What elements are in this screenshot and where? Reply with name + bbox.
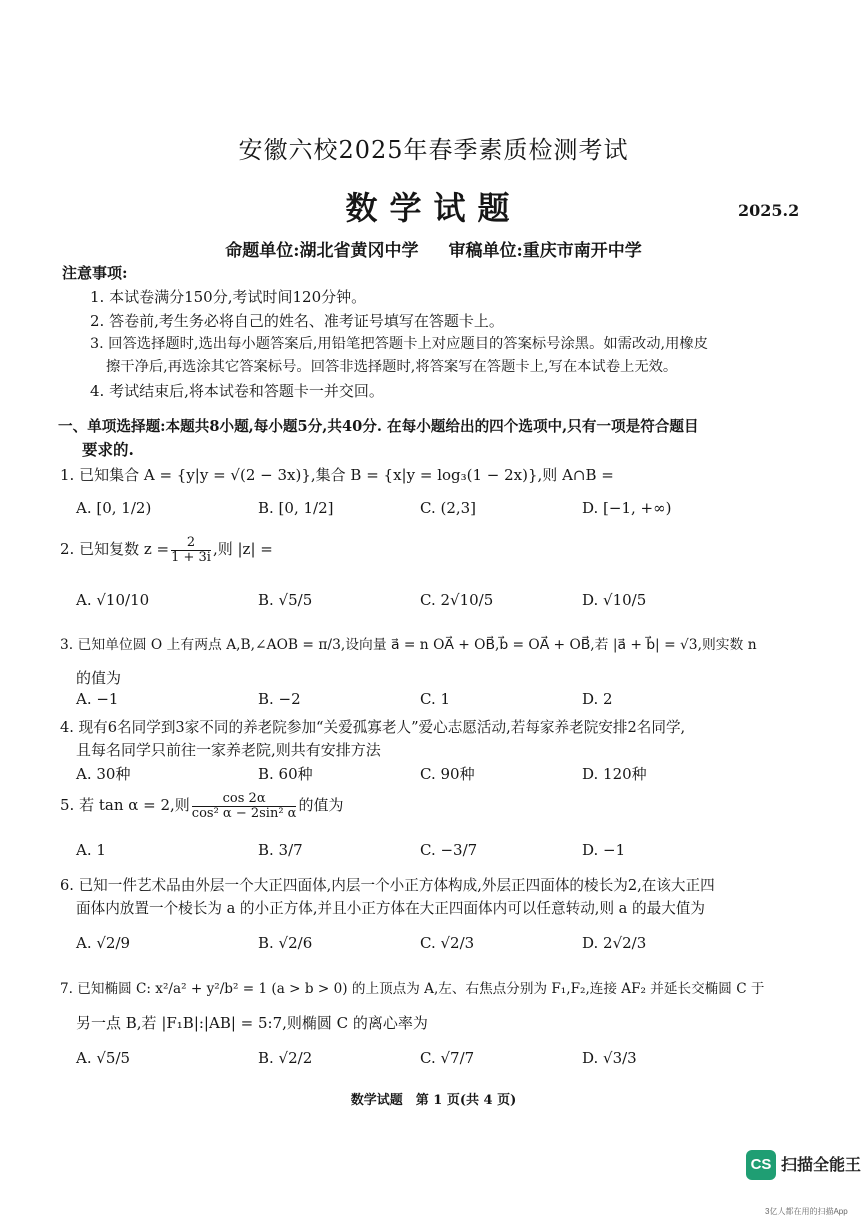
section-heading: 一、单项选择题:本题共8小题,每小题5分,共40分. 在每小题给出的四个选项中,只有一项是符合题目 <box>58 418 699 435</box>
question-1-stem: 1. 已知集合 A = {y|y = √(2 − 3x)},集合 B = {x|y = log₃(1 − 2x)},则 A∩B = <box>60 466 614 484</box>
q1-option-c: C. (2,3] <box>420 499 477 517</box>
q5-fraction: $\frac{\cos 2\alpha}{\text{cos² α − 2sin² α}}$ <box>191 791 297 821</box>
q6-option-b: B. √2/6 <box>258 934 313 952</box>
scanner-tagline: 3亿人都在用的扫描App <box>765 1207 848 1216</box>
q7-option-d: D. √3/3 <box>582 1049 637 1067</box>
q7-option-c: C. √7/7 <box>420 1049 475 1067</box>
q5-option-a: A. 1 <box>76 841 106 859</box>
q7-option-a: A. √5/5 <box>76 1049 131 1067</box>
q2-fraction: $\frac{2}{1 + 3i}$ <box>171 535 211 565</box>
question-7-stem: 7. 已知椭圆 C: x²/a² + y²/b² = 1 (a > b > 0) 的上顶点为 A,左、右焦点分别为 F₁,F₂,连接 AF₂ 并延长交椭圆 C 于 <box>60 981 765 997</box>
page-title: 数学试题 <box>345 189 522 227</box>
q5-option-d: D. −1 <box>582 841 626 859</box>
question-6-stem-cont: 面体内放置一个棱长为 a 的小正方体,并且小正方体在大正四面体内可以任意转动,则 a 的最大值为 <box>76 900 705 917</box>
question-5-stem: 5. 若 tan α = 2,则 $\frac{\cos 2\alpha}{\text{cos² α − 2sin² α}}$ 的值为 <box>60 791 344 821</box>
q3-option-b: B. −2 <box>258 690 301 708</box>
notes-title: 注意事项: <box>62 264 128 282</box>
q1-option-a: A. [0, 1/2) <box>76 499 152 517</box>
q4-option-c: C. 90种 <box>420 765 475 783</box>
q1-option-d: D. [−1, +∞) <box>582 499 672 517</box>
q2-option-b: B. √5/5 <box>258 591 313 609</box>
q3-option-d: D. 2 <box>582 690 613 708</box>
q2-option-c: C. 2√10/5 <box>420 591 494 609</box>
note-item: 擦干净后,再选涂其它答案标号。回答非选择题时,将答案写在答题卡上,写在本试卷上无效。 <box>106 359 678 375</box>
question-6-stem: 6. 已知一件艺术品由外层一个大正四面体,内层一个小正方体构成,外层正四面体的棱长为2,在该大正四 <box>60 877 715 894</box>
q6-option-d: D. 2√2/3 <box>582 934 647 952</box>
exam-header-title: 安徽六校2025年春季素质检测考试 <box>238 136 629 164</box>
question-7-stem-cont: 另一点 B,若 |F₁B|:|AB| = 5:7,则椭圆 C 的离心率为 <box>76 1014 428 1032</box>
q2-option-d: D. √10/5 <box>582 591 647 609</box>
q5-option-c: C. −3/7 <box>420 841 478 859</box>
setter-unit: 命题单位:湖北省黄冈中学 <box>225 241 419 261</box>
question-2-stem: 2. 已知复数 z = $\frac{2}{1 + 3i}$ ,则 |z| = <box>60 535 273 565</box>
reviewer-unit: 审稿单位:重庆市南开中学 <box>448 241 642 261</box>
q1-option-b: B. [0, 1/2] <box>258 499 334 517</box>
section-heading-cont: 要求的. <box>82 440 134 459</box>
q6-option-c: C. √2/3 <box>420 934 475 952</box>
question-3-stem: 3. 已知单位圆 O 上有两点 A,B,∠AOB = π/3,设向量 a⃗ = n OA⃗ + OB⃗,b⃗ = OA⃗ + OB⃗,若 |a⃗ + b⃗| = √3,则实数 n <box>60 637 757 653</box>
note-item: 2. 答卷前,考生务必将自己的姓名、准考证号填写在答题卡上。 <box>90 312 504 330</box>
exam-date: 2025.2 <box>738 201 800 220</box>
note-item: 4. 考试结束后,将本试卷和答题卡一并交回。 <box>90 382 384 400</box>
exam-units <box>0 236 867 261</box>
q4-option-d: D. 120种 <box>582 765 647 783</box>
note-item: 3. 回答选择题时,选出每小题答案后,用铅笔把答题卡上对应题目的答案标号涂黑。如需改动,用橡皮 <box>90 336 708 352</box>
question-4-stem-cont: 且每名同学只前往一家养老院,则共有安排方法 <box>76 741 381 759</box>
q3-option-a: A. −1 <box>76 690 119 708</box>
q6-option-a: A. √2/9 <box>76 934 131 952</box>
q5-option-b: B. 3/7 <box>258 841 303 859</box>
q4-option-b: B. 60种 <box>258 765 313 783</box>
q4-option-a: A. 30种 <box>76 765 131 783</box>
q3-option-c: C. 1 <box>420 690 451 708</box>
q7-option-b: B. √2/2 <box>258 1049 313 1067</box>
question-4-stem: 4. 现有6名同学到3家不同的养老院参加“关爱孤寡老人”爱心志愿活动,若每家养老院安排2名同学, <box>60 719 686 736</box>
scanner-app-name: 扫描全能王 <box>781 1157 862 1174</box>
page-footer: 数学试题 第 1 页(共 4 页) <box>350 1093 517 1108</box>
camscanner-logo-icon: CS <box>746 1150 776 1180</box>
q2-option-a: A. √10/10 <box>76 591 150 609</box>
question-3-stem-cont: 的值为 <box>76 669 122 687</box>
note-item: 1. 本试卷满分150分,考试时间120分钟。 <box>90 288 367 306</box>
